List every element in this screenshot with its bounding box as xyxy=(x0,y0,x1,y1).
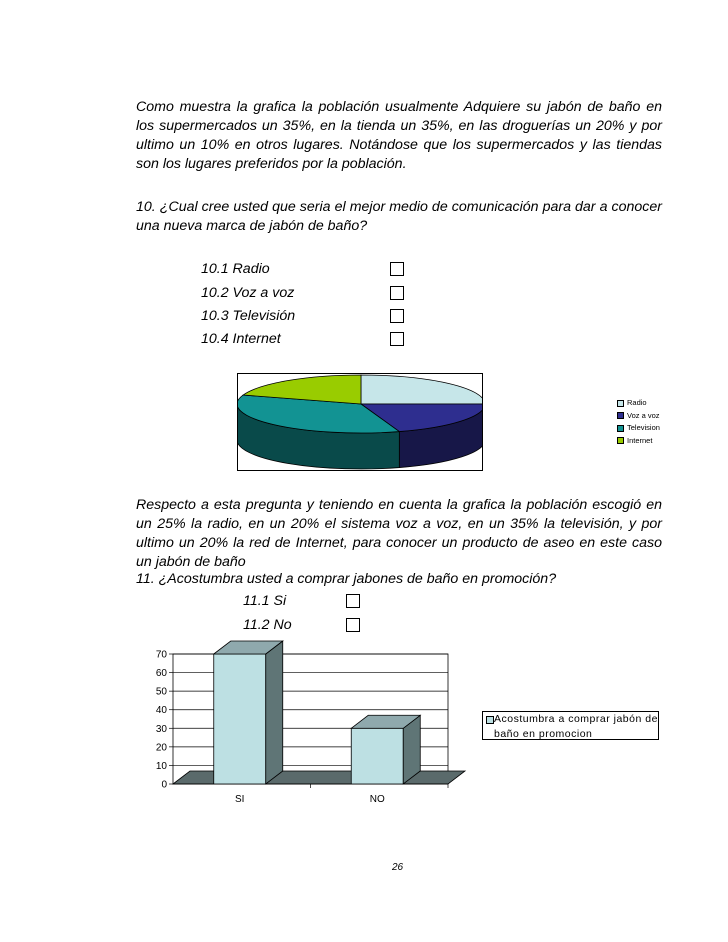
legend-label: Acostumbra a comprar jabón de baño en promocion xyxy=(494,713,658,740)
pie-slice-radio xyxy=(361,375,483,404)
pie-legend-item xyxy=(617,435,660,448)
checkbox-10-2[interactable] xyxy=(390,286,404,300)
checkbox-10-1[interactable] xyxy=(390,262,404,276)
bar-side xyxy=(266,641,283,784)
option-10-2: 10.2 Voz a voz xyxy=(201,285,295,301)
x-tick-label: SI xyxy=(235,794,245,805)
legend-label: Voz a voz xyxy=(627,410,660,420)
pie-legend xyxy=(617,397,660,447)
option-10-3: 10.3 Televisión xyxy=(201,308,296,324)
pie-legend-item xyxy=(617,422,660,435)
paragraph-1: Como muestra la grafica la población usualmente Adquiere su jabón de baño en los supermercados un 35%, en la tienda un 35%, en las droguerías un 20% y por ultimo un 10% en otros lugares. Notándose que los supermercados y las tiendas son los lugares preferidos por la población. xyxy=(136,99,662,172)
y-tick-label: 0 xyxy=(161,779,167,791)
pie-legend-item xyxy=(617,410,660,423)
legend-swatch xyxy=(617,412,624,419)
legend-label: Radio xyxy=(627,398,647,408)
option-10-1: 10.1 Radio xyxy=(201,261,270,277)
legend-label: Internet xyxy=(627,435,653,445)
y-tick-label: 40 xyxy=(155,705,167,717)
checkbox-10-3[interactable] xyxy=(390,309,404,323)
paragraph-2: Respecto a esta pregunta y teniendo en cuenta la grafica la población escogió en un 25% la radio, en un 20% el sistema voz a voz, en un 35% la televisión, y por ultimo un 20% la red de Internet, para conocer un producto de aseo en este caso un jabón de baño xyxy=(136,497,662,570)
checkbox-10-4[interactable] xyxy=(390,332,404,346)
pie-chart-box xyxy=(237,373,483,471)
y-tick-label: 10 xyxy=(155,760,167,772)
bar-chart xyxy=(130,640,470,810)
legend-swatch xyxy=(486,716,494,724)
pie-chart xyxy=(238,374,483,471)
legend-label: Television xyxy=(627,423,660,433)
legend-swatch xyxy=(617,425,624,432)
page-number: 26 xyxy=(392,862,404,873)
bar-no xyxy=(351,728,403,784)
y-tick-label: 20 xyxy=(155,742,167,754)
pie-legend-item xyxy=(617,397,660,410)
legend-swatch xyxy=(617,400,624,407)
bar-legend xyxy=(482,711,659,740)
y-tick-label: 30 xyxy=(155,723,167,735)
question-11: 11. ¿Acostumbra usted a comprar jabones de baño en promoción? xyxy=(136,571,557,587)
y-tick-label: 70 xyxy=(155,649,167,661)
checkbox-11-1[interactable] xyxy=(346,594,360,608)
y-tick-label: 60 xyxy=(155,668,167,680)
question-10: 10. ¿Cual cree usted que seria el mejor medio de comunicación para dar a conocer una nueva marca de jabón de baño? xyxy=(136,199,662,234)
x-tick-label: NO xyxy=(369,794,385,805)
bar-si xyxy=(214,654,266,784)
checkbox-11-2[interactable] xyxy=(346,618,360,632)
y-tick-label: 50 xyxy=(155,686,167,698)
option-11-1: 11.1 Si xyxy=(243,593,287,609)
legend-swatch xyxy=(617,437,624,444)
option-10-4: 10.4 Internet xyxy=(201,331,281,347)
option-11-2: 11.2 No xyxy=(243,617,292,633)
